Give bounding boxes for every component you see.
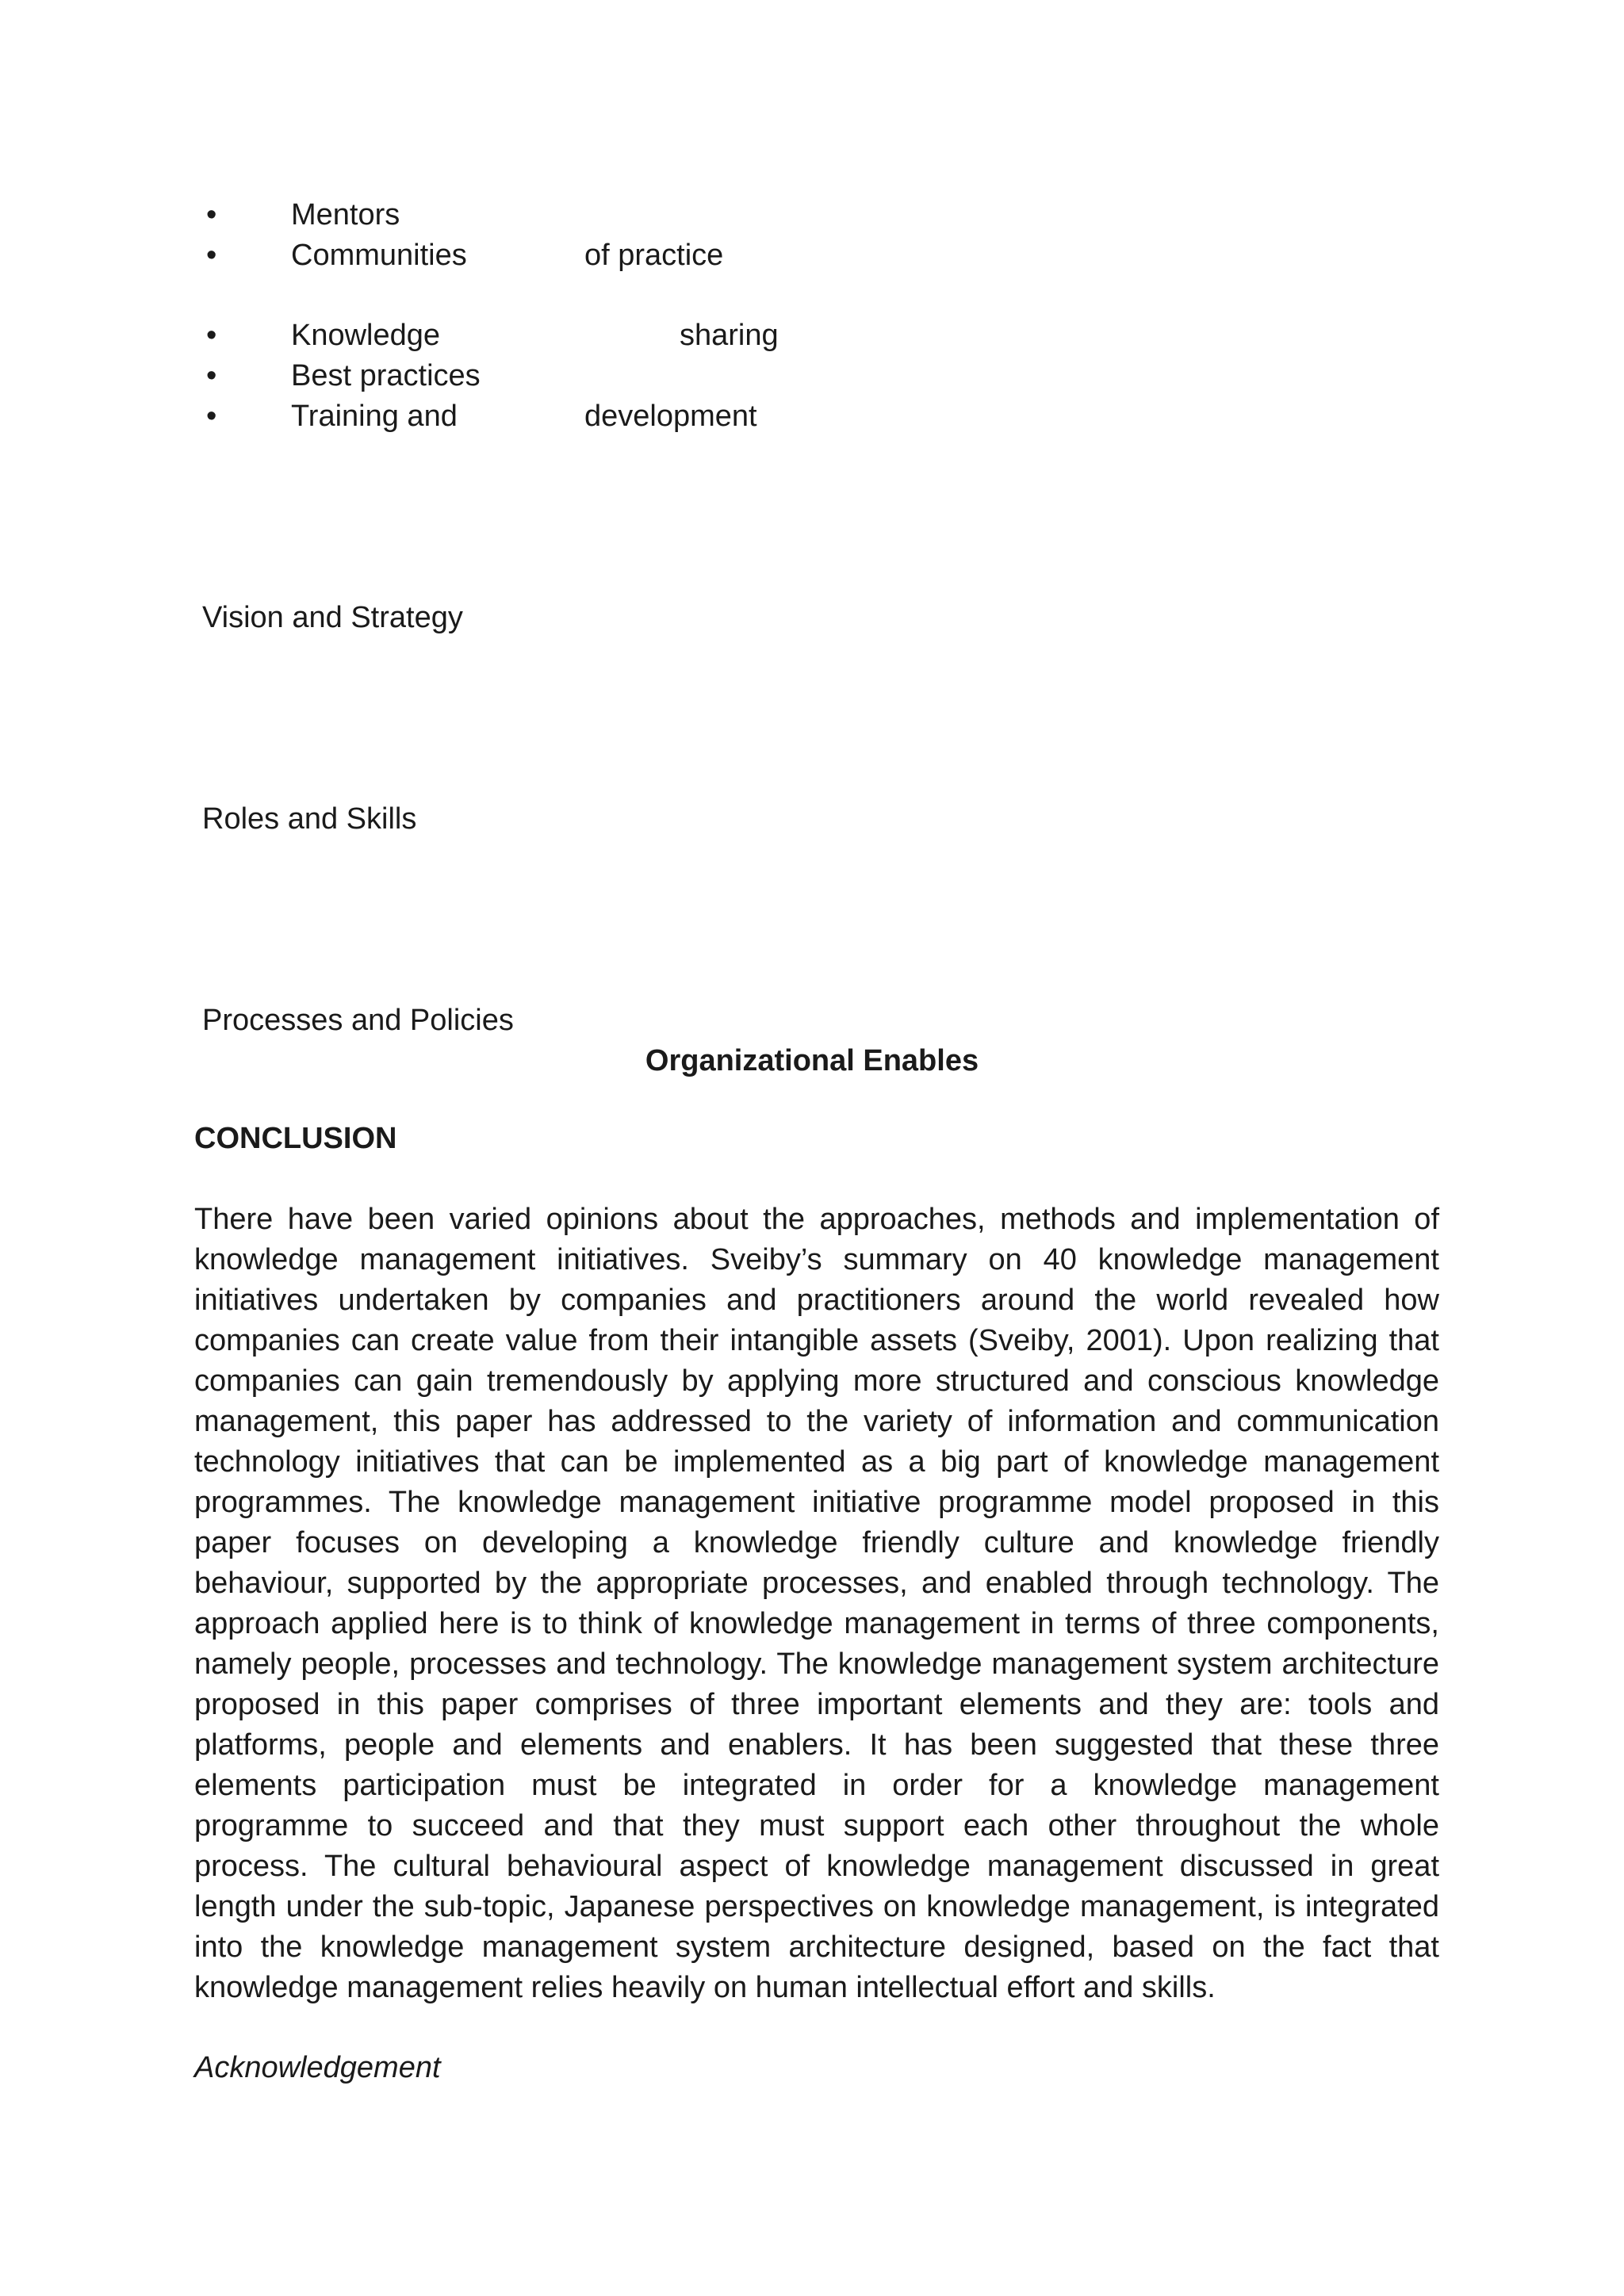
bullet-marker: •: [206, 359, 217, 392]
paragraph-line: paper focuses on developing a knowledge friendly culture and knowledge friendly: [194, 1526, 1439, 1559]
list-item-text-continued: sharing: [680, 319, 779, 352]
paragraph-line: programme to succeed and that they must support each other throughout the whole: [194, 1809, 1439, 1843]
paragraph-line: namely people, processes and technology. The knowledge management system architecture: [194, 1647, 1439, 1681]
list-item-text: Best practices: [291, 359, 481, 392]
paragraph-line: behaviour, supported by the appropriate processes, and enabled through technology. The: [194, 1567, 1439, 1600]
paragraph-line: companies can gain tremendously by applying more structured and conscious knowledge: [194, 1364, 1439, 1398]
acknowledgement-heading: Acknowledgement: [194, 2051, 441, 2084]
conclusion-paragraph: [194, 1200, 1439, 2008]
paragraph-line: programmes. The knowledge management initiative programme model proposed in this: [194, 1486, 1439, 1519]
figure-caption: Organizational Enables: [645, 1044, 979, 1077]
bullet-marker: •: [206, 319, 217, 352]
list-item-text: Mentors: [291, 198, 400, 232]
list-item-text: Communities: [291, 239, 467, 272]
bullet-marker: •: [206, 239, 217, 272]
paragraph-line: knowledge management initiatives. Sveiby’s summary on 40 knowledge management: [194, 1243, 1439, 1276]
list-item-text: Knowledge: [291, 319, 441, 352]
paragraph-line: into the knowledge management system architecture designed, based on the fact that: [194, 1931, 1439, 1964]
bullet-marker: •: [206, 400, 217, 433]
paragraph-line: elements participation must be integrated in order for a knowledge management: [194, 1769, 1439, 1802]
list-item-text-continued: development: [584, 400, 757, 433]
paragraph-line: knowledge management relies heavily on human intellectual effort and skills.: [194, 1971, 1216, 2004]
paragraph-line: initiatives undertaken by companies and practitioners around the world revealed how: [194, 1284, 1439, 1317]
section-heading: CONCLUSION: [194, 1122, 397, 1155]
paragraph-line: technology initiatives that can be implemented as a big part of knowledge management: [194, 1445, 1439, 1479]
bullet-marker: •: [206, 198, 217, 232]
paragraph-line: companies can create value from their intangible assets (Sveiby, 2001). Upon realizing that: [194, 1324, 1439, 1357]
paragraph-line: length under the sub-topic, Japanese perspectives on knowledge management, is integrated: [194, 1890, 1439, 1923]
diagram-label-vision: Vision and Strategy: [202, 601, 463, 634]
paragraph-line: approach applied here is to think of knowledge management in terms of three components,: [194, 1607, 1439, 1640]
paragraph-line: proposed in this paper comprises of three important elements and they are: tools and: [194, 1688, 1439, 1721]
paragraph-line: management, this paper has addressed to the variety of information and communication: [194, 1405, 1439, 1438]
diagram-label-processes: Processes and Policies: [202, 1004, 514, 1037]
list-item-text: Training and: [291, 400, 458, 433]
paragraph-line: There have been varied opinions about the approaches, methods and implementation of: [194, 1203, 1439, 1236]
paragraph-line: process. The cultural behavioural aspect of knowledge management discussed in great: [194, 1850, 1439, 1883]
diagram-label-roles: Roles and Skills: [202, 802, 417, 836]
list-item-text-continued: of practice: [584, 239, 724, 272]
paragraph-line: platforms, people and elements and enablers. It has been suggested that these three: [194, 1728, 1439, 1762]
